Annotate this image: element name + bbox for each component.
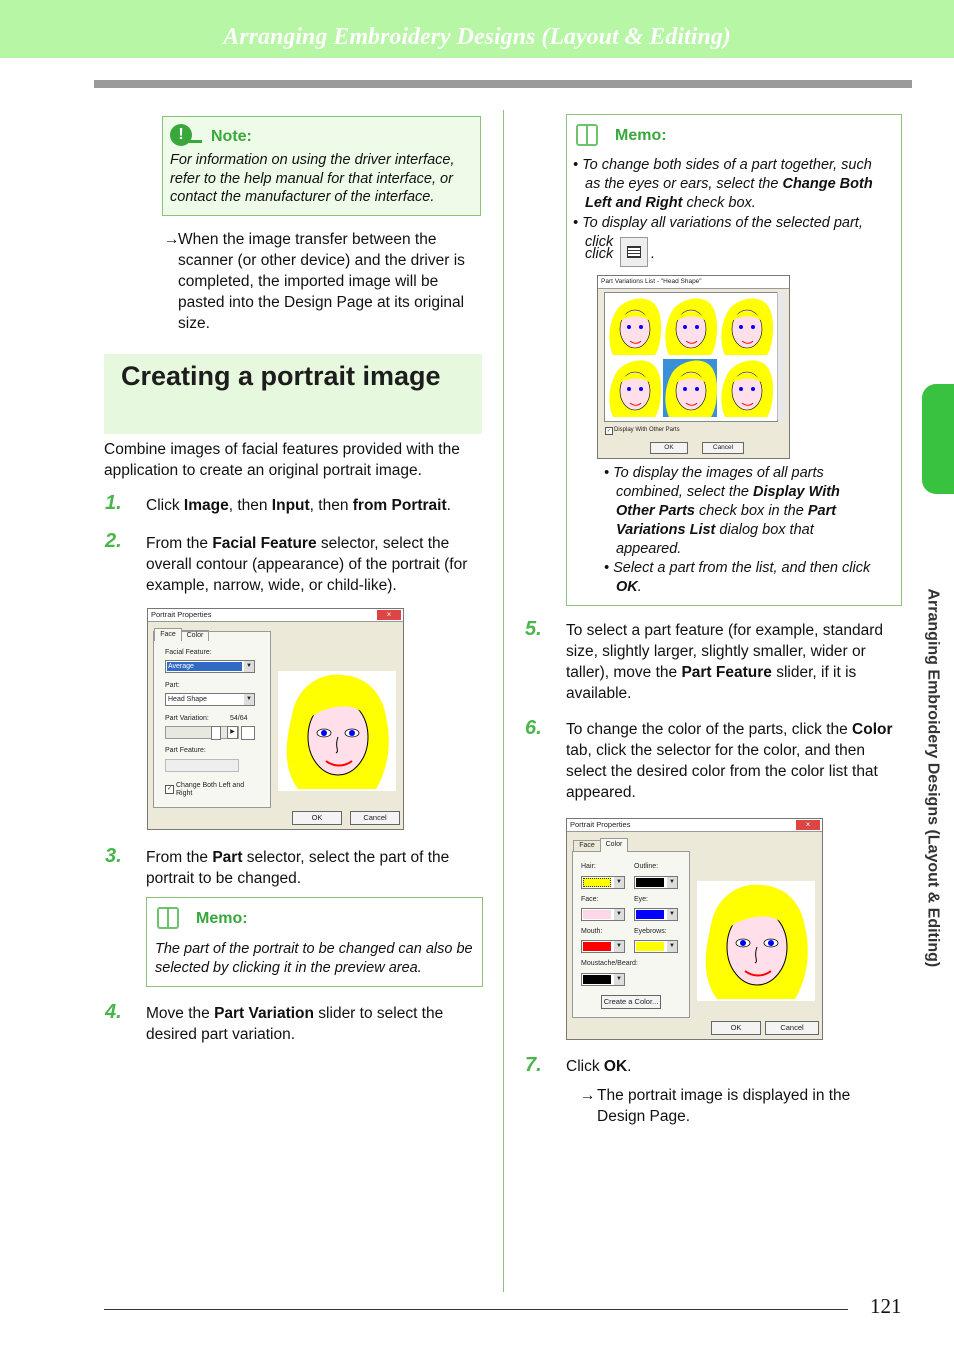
step-text: From the Part selector, select the part of the portrait to be changed. (146, 849, 450, 887)
memo-bullet: • To display all variations of the selected part, click (573, 215, 863, 250)
moustache-color-swatch (583, 975, 611, 984)
moustache-label: Moustache/Beard: (581, 960, 638, 967)
display-with-other-parts-label: Display With Other Parts (614, 427, 680, 433)
memo-bullet-click: click (585, 246, 614, 262)
dialog-title: Portrait Properties (567, 819, 822, 832)
part-variations-dialog (597, 275, 790, 459)
column-divider (503, 110, 504, 1292)
chevron-down-icon: ▼ (667, 941, 677, 952)
part-value: Head Shape (168, 696, 207, 703)
portrait-properties-dialog-color (566, 818, 823, 1040)
portrait-thumbnail (721, 299, 773, 355)
tab-color[interactable]: Color (600, 838, 628, 852)
exclamation-icon: ! (170, 124, 192, 146)
chevron-down-icon: ▼ (614, 941, 624, 952)
chevron-down-icon: ▼ (667, 909, 677, 920)
dialog-title: Portrait Properties (148, 609, 403, 622)
section-intro: Combine images of facial features provided with the application to create an original portrait image. (104, 441, 460, 479)
portrait-preview[interactable] (697, 881, 815, 1001)
step-text: Click Image, then Input, then from Portrait. (146, 497, 451, 514)
result-text: The portrait image is displayed in the Design Page. (597, 1087, 851, 1125)
ok-button[interactable]: OK (292, 811, 342, 825)
tab-face[interactable]: Face (154, 628, 182, 641)
face-color-select[interactable] (581, 908, 625, 921)
step-text: Click OK. (566, 1058, 632, 1075)
part-feature-label: Part Feature: (165, 747, 206, 754)
dialog-title: Part Variations List - "Head Shape" (598, 276, 789, 289)
memo-text: The part of the portrait to be changed can also be selected by clicking it in the preview area. (155, 941, 473, 976)
portrait-thumbnail (665, 299, 717, 355)
page-number: 121 (870, 1294, 902, 1318)
portrait-thumbnail (721, 361, 773, 417)
portrait-thumbnail (609, 299, 661, 355)
memo-bullet: • To display the images of all parts combined, select the Display With Other Parts check box in the Part Variations List dialog box that appeared. (604, 465, 840, 557)
facial-feature-value: Average (167, 662, 242, 671)
side-tab-label: Arranging Embroidery Designs (Layout & Editing) (924, 588, 942, 968)
step-text: Move the Part Variation slider to select the desired part variation. (146, 1005, 444, 1043)
memo-title: Memo: (615, 127, 667, 144)
header-rule (94, 80, 912, 88)
close-icon[interactable]: × (796, 820, 820, 830)
part-variation-label: Part Variation: (165, 715, 209, 722)
chevron-down-icon: ▼ (614, 909, 624, 920)
portrait-thumbnail (663, 359, 717, 417)
step-number: 5. (525, 618, 542, 640)
book-icon (576, 124, 598, 146)
portrait-preview[interactable] (278, 671, 396, 791)
step-number: 1. (105, 492, 122, 514)
step-number: 7. (525, 1054, 542, 1076)
portrait-face-image (278, 671, 396, 791)
chevron-down-icon: ▼ (667, 877, 677, 888)
cancel-button[interactable]: Cancel (350, 811, 400, 825)
footer-rule (104, 1309, 848, 1310)
cancel-button[interactable]: Cancel (702, 442, 744, 454)
portrait-face-image (697, 881, 815, 1001)
change-both-checkbox[interactable]: ✓ (166, 786, 173, 792)
eye-label: Eye: (634, 896, 649, 903)
step-text: To select a part feature (for example, standard size, slightly larger, slightly smaller, wider or taller), move the Part Feature slider, if it is available. (566, 622, 884, 702)
slider-thumb[interactable] (211, 726, 221, 740)
variations-grid (604, 292, 778, 422)
eye-color-select[interactable] (634, 908, 678, 921)
mouth-color-select[interactable] (581, 940, 625, 953)
variations-list-button-icon (620, 237, 648, 267)
ok-button[interactable]: OK (650, 442, 688, 454)
eye-color-swatch (636, 910, 664, 919)
cancel-button[interactable]: Cancel (765, 1021, 819, 1035)
chevron-down-icon: ▼ (614, 974, 624, 985)
mouth-color-swatch (583, 942, 611, 951)
tab-face[interactable]: Face (573, 840, 601, 851)
eyebrows-label: Eyebrows: (634, 928, 667, 935)
step-number: 3. (105, 845, 122, 867)
variations-list-icon[interactable] (241, 726, 255, 740)
hair-label: Hair: (581, 863, 596, 870)
portrait-thumbnail (609, 361, 661, 417)
chevron-down-icon: ▼ (244, 694, 254, 705)
memo-bullet: • To change both sides of a part together, such as the eyes or ears, select the Change Both Left and Right check box. (573, 157, 873, 211)
note-text: For information on using the driver interface, refer to the help manual for that interface, or contact the manufacturer of the interface. (170, 152, 455, 205)
vertical-scrollbar[interactable] (777, 292, 786, 420)
list-grid-icon (627, 246, 641, 258)
chevron-down-icon: ▼ (244, 661, 254, 672)
result-arrow: → (580, 1087, 596, 1104)
mouth-label: Mouth: (581, 928, 603, 935)
step-text: From the Facial Feature selector, select the overall contour (appearance) of the portrait (for example, narrow, wide, or child-like). (146, 535, 468, 594)
display-with-other-parts-checkbox[interactable]: ✓ (606, 428, 612, 434)
outline-color-select[interactable] (634, 876, 678, 889)
moustache-color-select[interactable] (581, 973, 625, 986)
arrow-right-icon[interactable]: ▶ (227, 726, 238, 739)
page-header-title: Arranging Embroidery Designs (Layout & Editing) (223, 24, 731, 50)
hair-color-select[interactable] (581, 876, 625, 889)
tab-color[interactable]: Color (181, 630, 209, 641)
side-tab (922, 384, 954, 494)
eyebrows-color-swatch (636, 942, 664, 951)
part-feature-slider[interactable] (165, 759, 239, 772)
variation-thumbnails (605, 293, 777, 421)
change-both-label: Change Both Left and Right (176, 782, 245, 797)
note-underline (186, 140, 202, 143)
facial-feature-label: Facial Feature: (165, 649, 212, 656)
facial-feature-select[interactable] (165, 660, 255, 673)
part-select[interactable] (165, 693, 255, 706)
outline-color-swatch (636, 878, 664, 887)
part-variation-value: 54/64 (230, 715, 248, 722)
result-arrow: → (164, 231, 180, 248)
memo-title: Memo: (196, 910, 248, 927)
face-label: Face: (581, 896, 599, 903)
outline-label: Outline: (634, 863, 659, 870)
hair-color-swatch (583, 878, 611, 887)
step-number: 6. (525, 717, 542, 739)
note-title: Note: (211, 128, 252, 145)
step-number: 2. (105, 530, 122, 552)
face-color-swatch (583, 910, 611, 919)
memo-bullet: • Select a part from the list, and then click OK. (604, 560, 871, 595)
book-icon (157, 907, 179, 929)
ok-button[interactable]: OK (711, 1021, 761, 1035)
close-icon[interactable]: × (377, 610, 401, 620)
memo-period: . (651, 246, 656, 262)
step-number: 4. (105, 1001, 122, 1023)
section-title: Creating a portrait image (121, 361, 441, 391)
eyebrows-color-select[interactable] (634, 940, 678, 953)
portrait-properties-dialog-face (147, 608, 404, 830)
chevron-down-icon: ▼ (614, 877, 624, 888)
part-label: Part: (165, 682, 180, 689)
result-text: When the image transfer between the scanner (or other device) and the driver is completed, the imported image will be pasted into the Design Page at its original size. (178, 231, 465, 332)
create-color-button[interactable]: Create a Color... (601, 995, 661, 1009)
step-text: To change the color of the parts, click the Color tab, click the selector for the color, and then select the desired color from the color list that appeared. (566, 721, 893, 801)
